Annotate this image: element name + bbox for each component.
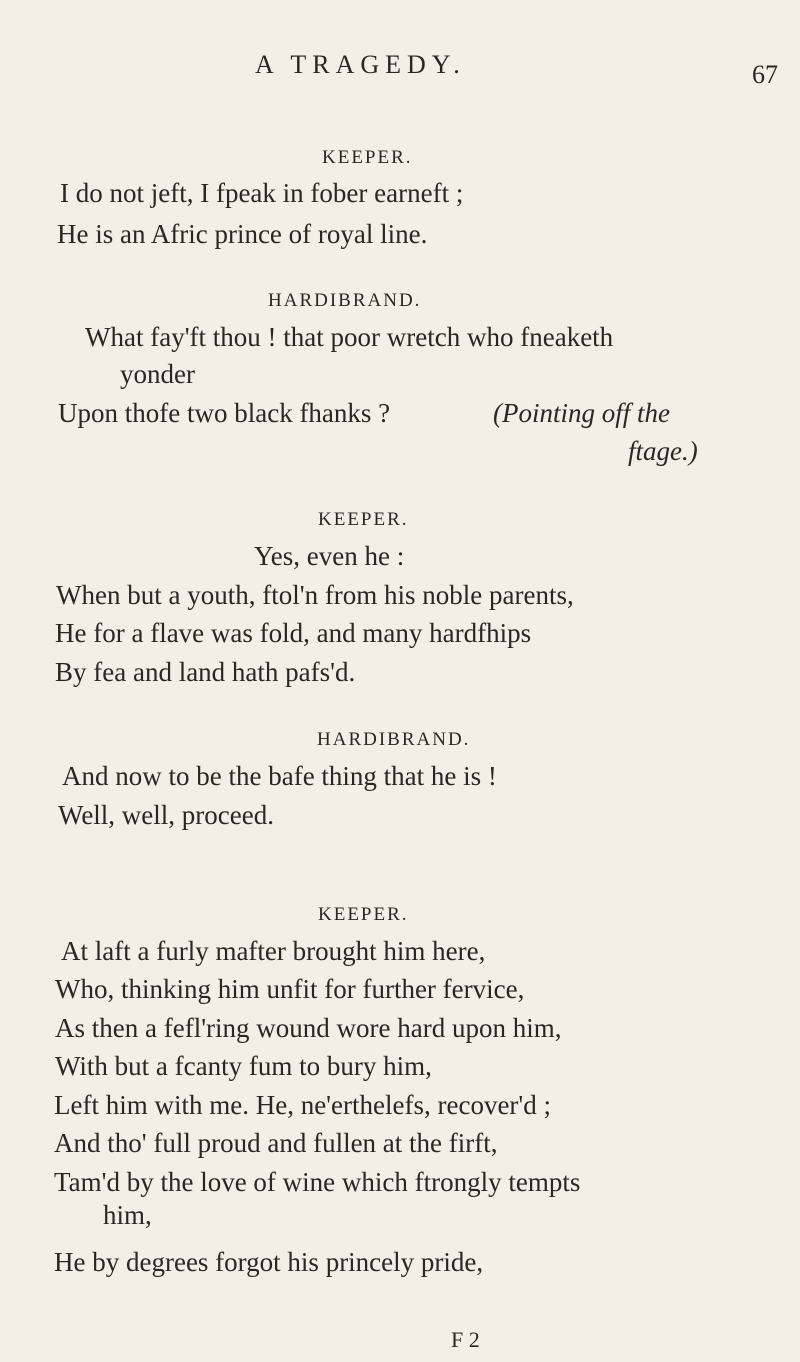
signature-mark: F 2 xyxy=(451,1327,480,1352)
verse-line: Yes, even he : xyxy=(254,541,405,571)
speaker-name: KEEPER. xyxy=(318,509,409,530)
verse-line: With but a fcanty fum to bury him, xyxy=(55,1051,432,1081)
verse-line: When but a youth, ftol'n from his noble parents, xyxy=(56,580,574,610)
verse-line: Left him with me. He, ne'erthelefs, recover'd ; xyxy=(54,1090,552,1120)
verse-line: Upon thofe two black fhanks ? xyxy=(58,398,391,428)
speaker-name: HARDIBRAND. xyxy=(317,729,471,750)
verse-line: yonder xyxy=(120,359,195,389)
verse-line: Who, thinking him unfit for further fervice, xyxy=(55,974,525,1004)
speaker-name: KEEPER. xyxy=(322,147,413,168)
stage-direction: (Pointing off the xyxy=(493,398,670,428)
verse-line: At laft a furly mafter brought him here, xyxy=(61,936,486,966)
verse-line: What fay'ft thou ! that poor wretch who fneaketh xyxy=(85,322,614,352)
verse-line: As then a fefl'ring wound wore hard upon him, xyxy=(55,1013,562,1043)
verse-line: And tho' full proud and fullen at the firft, xyxy=(54,1128,498,1158)
verse-line: He by degrees forgot his princely pride, xyxy=(54,1247,484,1277)
verse-line: And now to be the bafe thing that he is ! xyxy=(62,761,497,791)
verse-line: He for a flave was fold, and many hardfhips xyxy=(55,618,532,648)
stage-direction: ftage.) xyxy=(628,436,698,466)
verse-line: Well, well, proceed. xyxy=(58,800,274,830)
running-title: A TRAGEDY. xyxy=(255,50,466,79)
page-number: 67 xyxy=(752,60,778,89)
verse-line: him, xyxy=(103,1200,152,1230)
speaker-name: KEEPER. xyxy=(318,904,409,925)
verse-line: He is an Afric prince of royal line. xyxy=(57,219,428,249)
verse-line: By fea and land hath pafs'd. xyxy=(55,657,356,687)
verse-line: Tam'd by the love of wine which ftrongly tempts xyxy=(54,1167,581,1197)
verse-line: I do not jeft, I fpeak in fober earneft ; xyxy=(60,178,464,208)
speaker-name: HARDIBRAND. xyxy=(268,290,422,311)
